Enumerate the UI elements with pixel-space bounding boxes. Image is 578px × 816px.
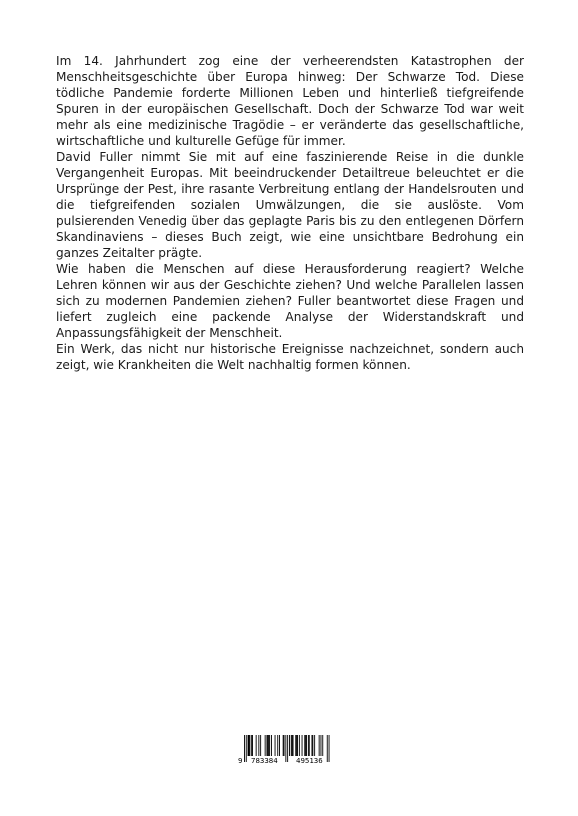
back-cover-blurb: [56, 53, 524, 373]
barcode-bar: [279, 735, 280, 756]
barcode-bar: [267, 735, 268, 756]
barcode-bar: [305, 735, 306, 756]
blurb-paragraph-1: Im 14. Jahrhundert zog eine der verheerendsten Katastrophen der Menschheitsgeschichte über Europa hinweg: Der Schwarze Tod. Diese tödliche Pandemie forderte Millionen Leben und hinterließ tiefgreifende Spuren in der europäischen Gesellschaft. Doch der Schwarze Tod war weit mehr als eine medizinische Tragödie – er veränderte das gesellschaftliche, wirtschaftliche und kulturelle Gefüge für immer.: [56, 54, 524, 148]
barcode-bar: [314, 735, 315, 756]
barcode-bar: [297, 735, 298, 756]
barcode-guard-bar: [329, 735, 330, 762]
barcode-bar: [306, 735, 307, 756]
barcode-bar: [296, 735, 297, 756]
barcode-bar: [249, 735, 250, 756]
barcode-bar: [260, 735, 261, 756]
barcode-bar: [293, 735, 294, 756]
barcode-guard-bar: [285, 735, 286, 762]
barcode-guard-bar: [246, 735, 247, 762]
barcode-bar: [275, 735, 276, 756]
barcode-bar: [321, 735, 322, 756]
barcode-guard-bar: [327, 735, 328, 762]
isbn-barcode: [238, 735, 340, 767]
barcode-bar: [292, 735, 293, 756]
barcode-bar: [302, 735, 303, 756]
barcode-bar: [312, 735, 313, 756]
barcode-bar: [289, 735, 290, 756]
barcode-guard-bar: [287, 735, 288, 762]
barcode-bar: [304, 735, 305, 756]
barcode-bar: [283, 735, 284, 756]
barcode-bar: [284, 735, 285, 756]
barcode-bar: [319, 735, 320, 756]
barcode-bar: [265, 735, 266, 756]
barcode-guard-bar: [244, 735, 245, 762]
barcode-bar: [268, 735, 269, 756]
barcode-bar: [251, 735, 252, 756]
barcode-bar: [248, 735, 249, 756]
barcode-bar: [249, 735, 250, 756]
blurb-paragraph-4: Ein Werk, das nicht nur historische Ereignisse nachzeichnet, sondern auch zeigt, wie Krankheiten die Welt nachhaltig formen können.: [56, 342, 524, 372]
barcode-bar: [267, 735, 268, 756]
blurb-paragraph-2: David Fuller nimmt Sie mit auf eine faszinierende Reise in die dunkle Vergangenheit Europas. Mit beeindruckender Detailtreue beleuchtet er die Ursprünge der Pest, ihre rasante Verbreitung entlang der Handelsrouten und die tiefgreifenden sozialen Umwälzungen, die sie auslöste. Vom pulsierenden Venedig über das geplagte Paris bis zu den entlegenen Dörfern Skandinaviens – dieses Buch zeigt, wie eine unsichtbare Bedrohung ein ganzes Zeitalter prägte.: [56, 150, 524, 260]
barcode-bar: [291, 735, 292, 756]
barcode-bar: [252, 735, 253, 756]
barcode-left-group: 783384: [251, 756, 278, 765]
barcode-bar: [309, 735, 310, 756]
barcode-bar: [322, 735, 323, 756]
barcode-bar: [312, 735, 313, 756]
barcode-bar: [299, 735, 300, 756]
barcode-first-digit: 9: [238, 756, 243, 765]
barcode-bar: [295, 735, 296, 756]
barcode-bar: [256, 735, 257, 756]
barcode-bar: [308, 735, 309, 756]
barcode-bar: [277, 735, 278, 756]
blurb-paragraph-3: Wie haben die Menschen auf diese Herausforderung reagiert? Welche Lehren können wir aus der Geschichte ziehen? Und welche Parallelen lassen sich zu modernen Pandemien ziehen? Fuller beantwortet diese Fragen und liefert zugleich eine packende Analyse der Widerstandskraft und Anpassungsfähigkeit der Menschheit.: [56, 262, 524, 340]
barcode-bar: [269, 735, 270, 756]
barcode-bar: [258, 735, 259, 756]
barcode-right-group: 495136: [296, 756, 323, 765]
barcode-bar: [271, 735, 272, 756]
